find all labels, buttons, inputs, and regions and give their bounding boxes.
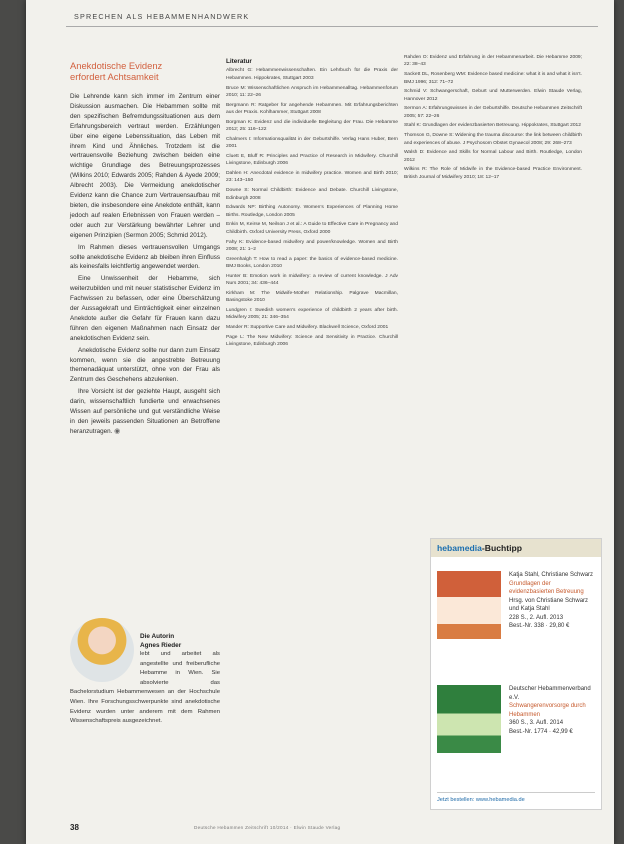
reference-item: Stahl K: Grundlagen der evidenzbasierten Betreuung. Hippokrates, Stuttgart 2012 <box>404 123 581 129</box>
references-heading: Literatur <box>226 58 252 65</box>
reference-item: Enkin M, Keirse M, Neilson J et al.: A Guide to Effective Care in Pregnancy and Childbirth. Oxford University Press, Oxford 2000 <box>226 222 398 235</box>
book-tip-label: -Buchtipp <box>481 543 523 553</box>
article-paragraph-4: Anekdotische Evidenz sollte nur dann zum Einsatz kommen, wenn sie die angestrebte Betreuung themenadäquat unterstützt, ohne von der Frau als Zentrum des Geschehens abzulenken. <box>70 346 220 384</box>
section-header: SPRECHEN ALS HEBAMMENHANDWERK <box>74 12 250 21</box>
order-link[interactable]: Jetzt bestellen: www.hebamedia.de <box>437 792 595 803</box>
article-title-line1: Anekdotische Evidenz <box>70 60 163 71</box>
magazine-page <box>26 0 614 844</box>
reference-item: Hunter B: Emotion work in midwifery: a review of current knowledge. J Adv Nurs 2001; 34: 436–444 <box>226 273 398 287</box>
book1-subtitle: Hrsg. von Christiane Schwarz und Katja Stahl <box>509 597 589 612</box>
end-mark-icon: ◉ <box>114 427 121 435</box>
book-info-2 <box>509 685 595 736</box>
references-column-mid <box>226 58 398 351</box>
reference-item: Sermon A: Erfahrungswissen in der Geburtshilfe. Deutsche Hebammen Zeitschrift 2005; 57: 22–26 <box>404 106 582 119</box>
reference-item: Walsh D: Evidence and Skills for Normal Labour and Birth. Routledge, London 2012 <box>404 150 582 163</box>
reference-item: Edwards NP: Birthing Autonomy. Women’s Experiences of Planning Home Births. Routledge, London 2005 <box>226 205 398 218</box>
reference-item: Lundgren I: Swedish women’s experience of childbirth 2 years after birth. Midwifery 2005; 21: 346–354 <box>226 307 398 321</box>
book-tip-box <box>430 538 602 810</box>
references-list-mid <box>226 67 398 348</box>
references-column-right <box>404 54 582 183</box>
header-rule <box>66 26 598 27</box>
reference-item: Chalmers I: Informationsqualität in der Geburtshilfe. Verlag Hans Huber, Bern 2001 <box>226 136 398 150</box>
book2-order: Best.-Nr. 1774 · 42,99 € <box>509 728 573 735</box>
reference-item: Wilkins R: The Role of Midwife in the Evidence-based Practice Environment. British Journal of Midwifery 2010; 18: 12–17 <box>404 167 582 180</box>
book1-authors: Katja Stahl, Christiane Schwarz <box>509 572 594 578</box>
reference-item: Kirkham M: The Midwife-Mother Relationship. Palgrave Macmillan, Basingstoke 2010 <box>226 290 398 304</box>
author-bio: lebt und arbeitet als angestellte und freiberufliche Hebamme in Wien. Sie absolvierte das Bachelorstudium Hebammenwesen an der Hochschule Wien. Ihre Forschungsschwerpunkte sind anekdotische Evidenz wurden unter anderem mit dem Rahmen Wissenschaftspreis ausgezeichnet. <box>70 651 220 725</box>
article-title-line2: erfordert Achtsamkeit <box>70 71 159 82</box>
reference-item: Albrecht G: Hebammenwissenschaften. Ein Lehrbuch für die Praxis der Hebammen. Hippokrates, Stuttgart 2003 <box>226 68 398 81</box>
article-title <box>70 60 220 82</box>
article-paragraph-2: Im Rahmen dieses vertrauensvollen Umgangs sollte anekdotische Evidenz ab bleiben ihren Einfluss als keinesfalls leichtfertig angewendet werden. <box>70 243 220 271</box>
book2-edition: 360 S., 3. Aufl. 2014 <box>509 720 564 726</box>
reference-item: Bruce M: Wissenschaftlichen Anspruch im Hebammenalltag. Hebammenforum 2010; 11: 22–26 <box>226 85 398 98</box>
book2-title[interactable]: Schwangerenvorsorge durch Hebammen <box>509 703 586 718</box>
book1-edition: 228 S., 2. Aufl. 2013 <box>509 614 564 621</box>
book-cover-2[interactable] <box>437 685 501 753</box>
book1-title[interactable]: Grundlagen der evidenzbasierten Betreuung <box>509 580 584 595</box>
reference-item: Dahlen H: Anecdotal evidence in midwifery practice. Women and Birth 2010; 23: 143–150 <box>226 171 398 184</box>
book-tip-header <box>431 539 601 557</box>
reference-item: Sackett DL, Rosenberg WM: Evidence based medicine: what it is and what it isn’t. BMJ 1996; 312: 71–72 <box>404 72 582 85</box>
page-number: 38 <box>70 823 79 832</box>
book-info-1 <box>509 571 595 631</box>
reference-item: Borgman K: Evidenz und die individuelle Begleitung der Frau. Die Hebamme 2012; 25: 116–122 <box>226 119 398 133</box>
reference-item: Downe S: Normal Childbirth: Evidence and Debate. Churchill Livingstone, Edinburgh 2008 <box>226 188 398 201</box>
article-paragraph-5 <box>70 387 220 437</box>
hebamedia-logo: hebamedia <box>437 543 482 553</box>
reference-item: Rahden O: Evidenz und Erfahrung in der Hebammenarbeit. Die Hebamme 2009; 22: 38–43 <box>404 55 582 68</box>
running-footer: Deutsche Hebammen Zeitschrift 10/2014 · Elwin Staude Verlag <box>194 825 341 830</box>
article-paragraph-3: Eine Unwissenheit der Hebamme, sich weiterzubilden und mit neuer statistischer Evidenz im Fachwissen zu befassen, oder eine Überschätzung der Aussagekraft und Einträchtigkeit einer einzelnen Anekdote außer die Gefahr für Frauen kann dazu führen den eigenen Maßnahmen nach Einsatz der anekdotischen Evidenz sein. <box>70 275 220 342</box>
reference-item: Fahy K: Evidence-based midwifery and power/knowledge. Women and Birth 2008; 21: 1–2 <box>226 239 398 252</box>
article-paragraph-1: Die Lehrende kann sich immer im Zentrum einer Diskussion ausmachen. Die Hebammen sollte mit den spezifischen Befremdungssituationen aus dem Erfahrungsbereich vertraut werden. Erzählungen über eine eigene Lebenssituation, das Leben mit ihrem Kind und Ähnliches. Trotzdem ist die vertrauensvolle Beziehung zwischen beiden eine wichtige Grundlage des Betreuungsprozesses (Wilkins 2010; Edwards 2005; Rahden & Ayede 2009; Albrecht 2003). Die Vermeidung anekdotischer Evidenz kann die Chance zum Vertrauensaufbau mit bieten, die insbesondere eine Anekdote enthält, kann jedoch auf realen Erlebnissen von Frauen werden – oder auch zur Verstärkung bewährter Lehrer und eigenen Prinzipien (Sermon 2005; Schmid 2012). <box>70 93 220 239</box>
reference-item: Cluett E, Bluff R: Principles and Practice of Research in Midwifery. Churchill Livingstone, Edinburgh 2006 <box>226 153 398 167</box>
reference-item: Bergmann R: Ratgeber für angehende Hebammen. Mit Erfahrungsberichten aus der Praxis. Kohlhammer, Stuttgart 2008 <box>226 102 398 116</box>
book-cover-1[interactable] <box>437 571 501 639</box>
article-column <box>70 60 220 439</box>
book1-order: Best.-Nr. 338 · 29,80 € <box>509 623 570 629</box>
reference-item: Mander R: Supportive Care and Midwifery. Blackwell Science, Oxford 2001 <box>226 325 389 331</box>
author-portrait <box>70 618 134 682</box>
reference-item: Thomson G, Downe S: Widening the trauma discourse: the link between childbirth and experiences of abuse. J Psychosom Obstet Gynaecol 2008; 29: 268–273 <box>404 133 582 146</box>
article-paragraph-5-text: Ihre Vorsicht ist der geziehte Haupt, ausgeht sich darin, wissenschaftlich fundierte und erwachsenes Wissen auf persönliche und gut verständliche Weise in den jeweils passenden Situationen an Betroffene heranzutragen. <box>70 388 220 435</box>
author-heading-line1: Die Autorin <box>140 633 175 640</box>
author-box <box>70 618 220 727</box>
reference-item: Page L: The New Midwifery: Science and Sensitivity in Practice. Churchill Livingstone, Edinburgh 2006 <box>226 334 398 348</box>
reference-item: Greenhalgh T: How to read a paper: the basics of evidence-based medicine. BMJ Books, London 2010 <box>226 256 398 270</box>
author-name: Agnes Rieder <box>140 642 182 649</box>
references-list-right <box>404 54 582 181</box>
book2-publisher: Deutscher Hebammenverband e.V. <box>509 686 591 701</box>
reference-item: Schmid V: Schwangerschaft, Geburt und Mutterwerden. Elwin Staude Verlag, Hannover 2012 <box>404 89 582 102</box>
